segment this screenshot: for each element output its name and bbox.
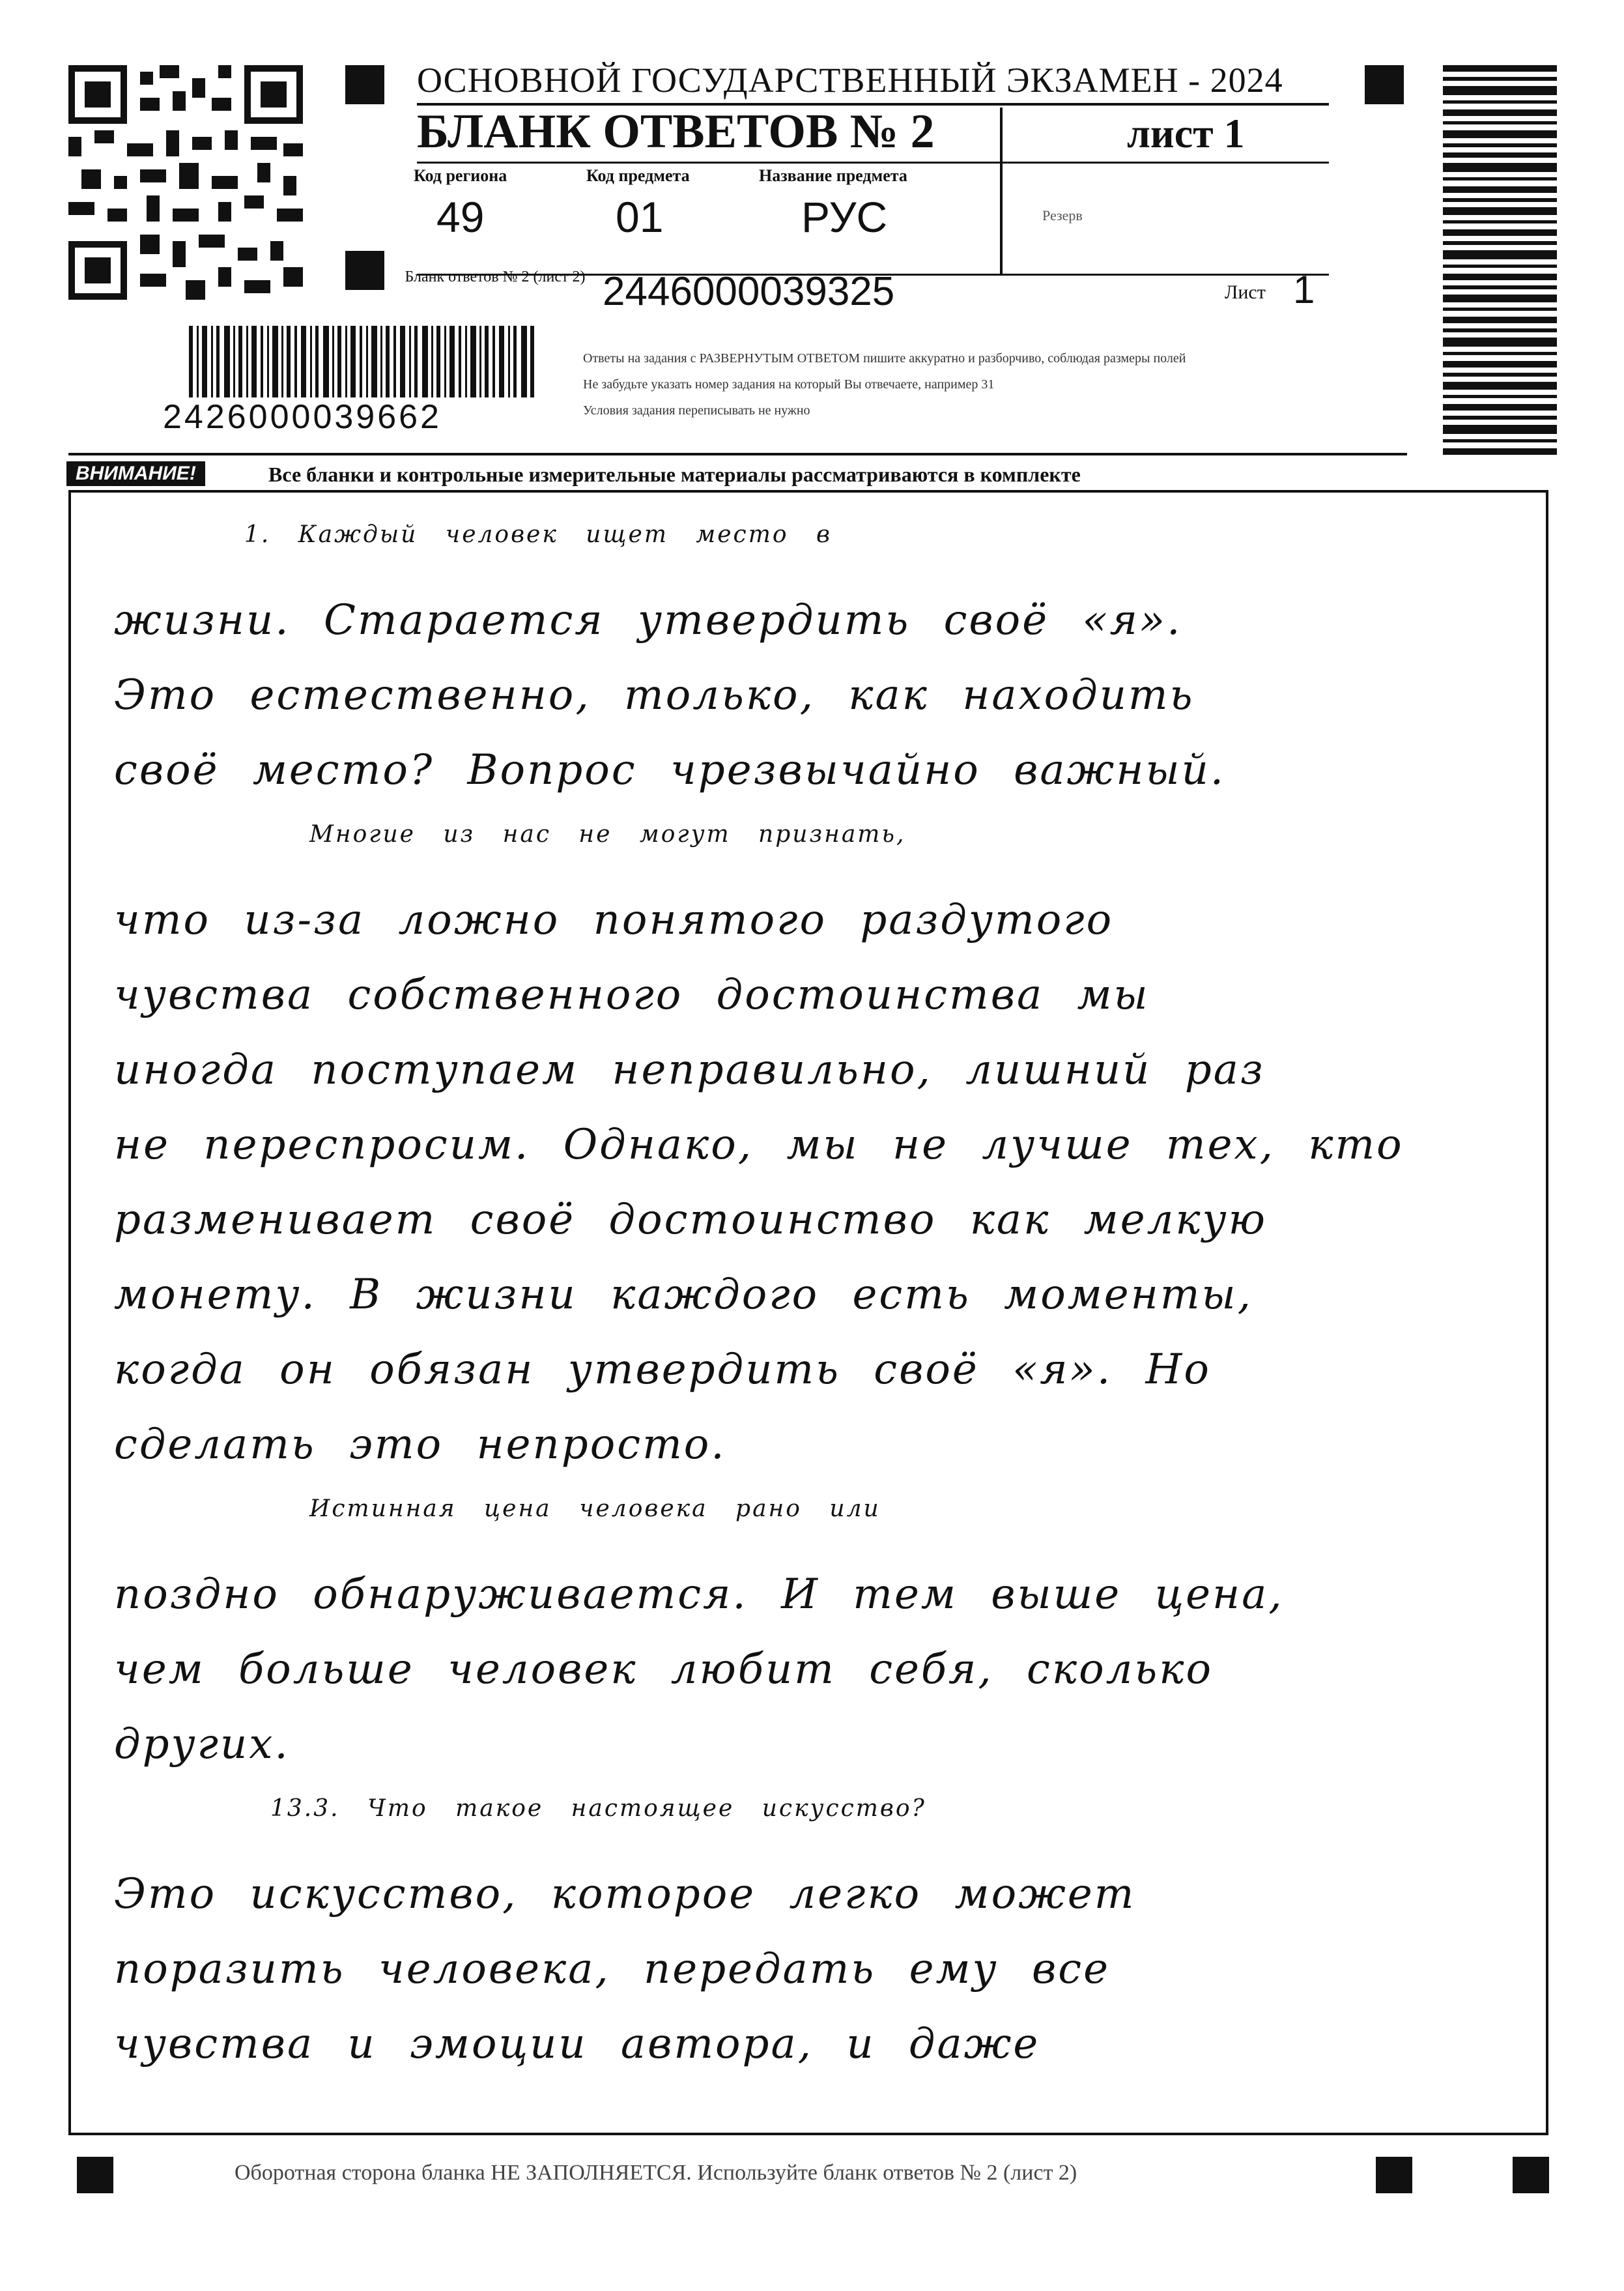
registration-mark — [1513, 2157, 1549, 2193]
reserve-label: Резерв — [1042, 207, 1083, 223]
instruction-line: Условия задания переписывать не нужно — [583, 403, 810, 418]
footer-note: Оборотная сторона бланка НЕ ЗАПОЛНЯЕТСЯ. Используйте бланк ответов № 2 (лист 2) — [235, 2161, 1077, 2185]
registration-mark — [1365, 65, 1404, 104]
qr-code — [68, 65, 303, 300]
region-label: Код региона — [414, 166, 507, 185]
registration-mark — [77, 2157, 113, 2193]
instructions — [583, 345, 1404, 424]
instruction-line: Не забудьте указать номер задания на который Вы отвечаете, например 31 — [583, 377, 995, 392]
form-title: БЛАНК ОТВЕТОВ № 2 — [417, 105, 935, 158]
handwritten-line: сделать это непросто. — [114, 1420, 726, 1469]
handwritten-line: Многие из нас не могут признать, — [309, 821, 906, 848]
subject-name-value: РУС — [801, 193, 888, 241]
barcode-number: 2426000039662 — [163, 398, 442, 436]
side-barcode — [1443, 65, 1557, 456]
registration-mark — [345, 251, 384, 290]
subject-name-label: Название предмета — [759, 166, 907, 185]
handwritten-line: чем больше человек любит себя, сколько — [114, 1645, 1213, 1693]
handwritten-line: чувства собственного достоинства мы — [114, 971, 1150, 1019]
handwritten-line: не переспросим. Однако, мы не лучше тех, кто — [114, 1121, 1404, 1169]
sheet-label: Лист — [1225, 281, 1266, 303]
form-ref-label: Бланк ответов № 2 (лист 2) — [405, 268, 586, 285]
subject-code-value: 01 — [616, 193, 664, 241]
handwritten-line: когда он обязан утвердить своё «я». Но — [114, 1346, 1211, 1394]
warning-badge: ВНИМАНИЕ! — [66, 461, 205, 486]
handwritten-line: 13.3. Что такое настоящее искусство? — [270, 1795, 926, 1822]
registration-mark — [345, 65, 384, 104]
handwritten-line: монету. В жизни каждого есть моменты, — [114, 1271, 1253, 1319]
handwritten-line: Это искусство, которое легко может — [114, 1870, 1136, 1918]
handwritten-line: разменивает своё достоинство как мелкую — [114, 1196, 1267, 1244]
handwritten-line: других. — [114, 1720, 290, 1768]
handwritten-line: своё место? Вопрос чрезвычайно важный. — [114, 746, 1226, 794]
handwritten-line: жизни. Старается утвердить своё «я». — [114, 596, 1182, 644]
handwritten-line: 1. Каждый человек ищет место в — [244, 521, 832, 548]
warning-text: Все бланки и контрольные измерительные материалы рассматриваются в комплекте — [268, 463, 1081, 486]
exam-title: ОСНОВНОЙ ГОСУДАРСТВЕННЫЙ ЭКЗАМЕН - 2024 — [417, 60, 1329, 106]
handwritten-line: иногда поступаем неправильно, лишний раз — [114, 1046, 1265, 1094]
form-barcode — [189, 326, 534, 397]
sheet-number: 1 — [1293, 268, 1315, 311]
handwritten-line: Истинная цена человека рано или — [309, 1495, 881, 1522]
sheet-title: лист 1 — [1127, 110, 1245, 156]
subject-code-label: Код предмета — [586, 166, 690, 185]
handwritten-line: поразить человека, передать ему все — [114, 1945, 1110, 1993]
handwritten-line: поздно обнаруживается. И тем выше цена, — [114, 1570, 1284, 1619]
region-value: 49 — [436, 193, 485, 241]
handwritten-line: Это естественно, только, как находить — [114, 671, 1195, 719]
handwritten-line: чувства и эмоции автора, и даже — [114, 2020, 1040, 2068]
instruction-line: Ответы на задания с РАЗВЕРНУТЫМ ОТВЕТОМ пишите аккуратно и разборчиво, соблюдая размеры полей — [583, 351, 1186, 366]
registration-mark — [1376, 2157, 1412, 2193]
handwritten-line: что из-за ложно понятого раздутого — [114, 896, 1114, 944]
form-number: 2446000039325 — [603, 269, 895, 314]
